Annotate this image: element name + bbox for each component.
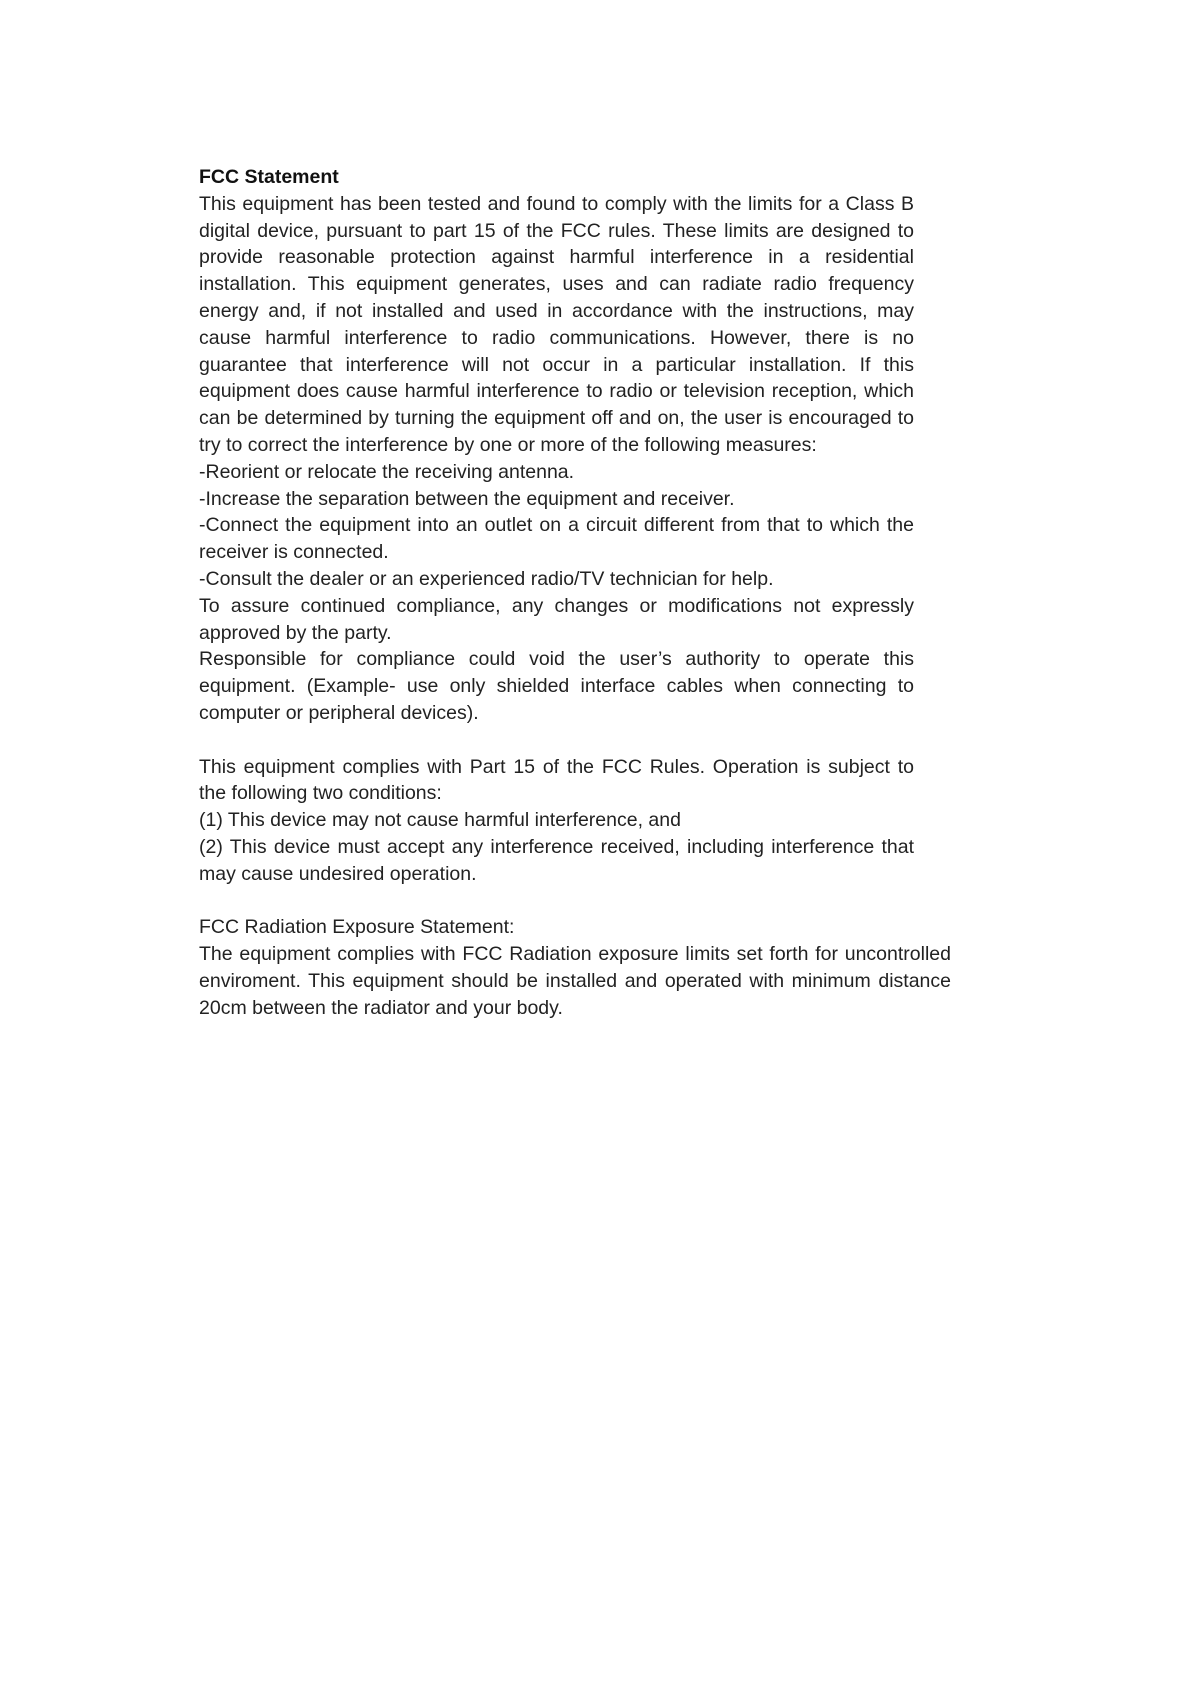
condition-item: (1) This device may not cause harmful interference, and xyxy=(199,809,681,832)
responsible-paragraph: Responsible for compliance could void the user’s authority to operate this equipment. (Example- use only shielded interface cables when connecting to computer or peripheral devices). xyxy=(199,648,914,724)
part15-paragraph: This equipment complies with Part 15 of the FCC Rules. Operation is subject to the following two conditions: xyxy=(199,755,914,805)
paragraph-spacer xyxy=(199,727,914,754)
measure-item: -Consult the dealer or an experienced radio/TV technician for help. xyxy=(199,567,774,590)
paragraph-spacer xyxy=(199,888,914,915)
measure-item: -Reorient or relocate the receiving antenna. xyxy=(199,460,575,483)
intro-paragraph: This equipment has been tested and found to comply with the limits for a Class B digital device, pursuant to part 15 of the FCC rules. These limits are designed to provide reasonable protection against harmful interference in a residential installation. This equipment generates, uses and can radiate radio frequency energy and, if not installed and used in accordance with the instructions, may cause harmful interference to radio communications. However, there is no guarantee that interference will not occur in a particular installation. If this equipment does cause harmful interference to radio or television reception, which can be determined by turning the equipment off and on, the user is encouraged to try to correct the interference by one or more of the following measures: xyxy=(199,192,914,456)
document-title: FCC Statement xyxy=(199,166,339,188)
radiation-paragraph: The equipment complies with FCC Radiation exposure limits set forth for uncontrolled enviroment. This equipment should be installed and operated with minimum distance 20cm between the radiator and your body. xyxy=(199,943,951,1019)
radiation-heading: FCC Radiation Exposure Statement: xyxy=(199,916,515,939)
document-page xyxy=(199,164,951,1022)
condition-item: (2) This device must accept any interference received, including interference that may cause undesired operation. xyxy=(199,835,914,885)
measure-item: -Increase the separation between the equipment and receiver. xyxy=(199,487,735,510)
compliance-paragraph: To assure continued compliance, any changes or modifications not expressly approved by the party. xyxy=(199,594,914,644)
measure-item: -Connect the equipment into an outlet on a circuit different from that to which the receiver is connected. xyxy=(199,514,914,564)
